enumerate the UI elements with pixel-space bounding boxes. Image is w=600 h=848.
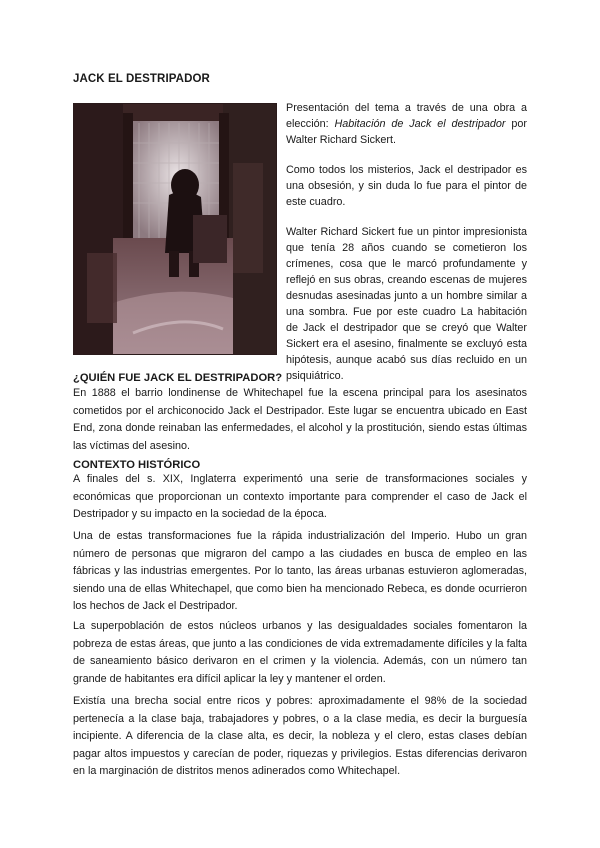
section-context-paragraph-3: La superpoblación de estos núcleos urbanos y las desigualdades sociales fomentaron la pobreza de estas áreas, que junto a las condiciones de vida extremadamente difíciles y la falta de saneamiento básico derivaron en el crimen y la violencia. Además, con un número tan grande de habitantes era difícil aplicar la ley y mantener el orden.: [73, 620, 527, 685]
painting-image: [73, 103, 277, 355]
intro-paragraph-2: Como todos los misterios, Jack el destripador es una obsesión, y sin duda lo fue para el pintor de este cuadro.: [286, 164, 527, 208]
intro-column: [286, 100, 527, 398]
section-heading-context: CONTEXTO HISTÓRICO: [73, 459, 201, 471]
section-who-paragraph-1: En 1888 el barrio londinense de Whitechapel fue la escena principal para los asesinatos cometidos por el archiconocido Jack el Destripador. Este lugar se encuentra ubicado en East End, zona donde reinaban las enfermedades, el alcohol y la prostitución, siendo estas últimas las víctimas del asesino.: [73, 387, 527, 452]
intro-paragraph-3: Walter Richard Sickert fue un pintor impresionista que tenía 28 años cuando se cometieron los crímenes, cosa que le marcó profundamente y reflejó en sus obras, creando escenas de mujeres desnudas asesinadas junto a un hombre similar a una sombra. Fue por este cuadro La habitación de Jack el destripador que se creyó que Walter Sickert era el asesino, finalmente se excluyó esta hipótesis, aunque acabó sus días recluido en un psiquiátrico.: [286, 226, 527, 382]
painting-title: Habitación de Jack el destripador: [334, 118, 506, 130]
section-context-paragraph-2: Una de estas transformaciones fue la rápida industrialización del Imperio. Hubo un gran número de personas que migraron del campo a las ciudades en busca de empleo en las fábricas y las industrias emergentes. Por lo tanto, las áreas urbanas estuvieron aglomeradas, siendo una de ellas Whitechapel, que como bien ha mencionado Rebeca, es donde ocurrieron los hechos de Jack el Destripador.: [73, 530, 527, 612]
document-title: JACK EL DESTRIPADOR: [73, 73, 210, 85]
section-heading-who: ¿QUIÉN FUE JACK EL DESTRIPADOR?: [73, 372, 283, 384]
section-context-paragraph-1: A finales del s. XIX, Inglaterra experimentó una serie de transformaciones sociales y económicas que proporcionan un contexto importante para comprender el caso de Jack el Destripador y su impacto en la sociedad de la época.: [73, 473, 527, 520]
section-context-paragraph-4: Existía una brecha social entre ricos y pobres: aproximadamente el 98% de la sociedad pertenecía a la clase baja, trabajadores y pobres, o a la clase media, es decir la burguesía incipiente. A diferencia de la clase alta, es decir, la nobleza y el clero, estas clases debían pagar altos impuestos y carecían de poder, riquezas y privilegios. Estas diferencias derivaron en la marginación de distritos menos adinerados como Whitechapel.: [73, 695, 527, 777]
intro-paragraph-1: Presentación del tema a través de una obra a elección: Habitación de Jack el destripador por Walter Richard Sickert.: [286, 102, 527, 146]
